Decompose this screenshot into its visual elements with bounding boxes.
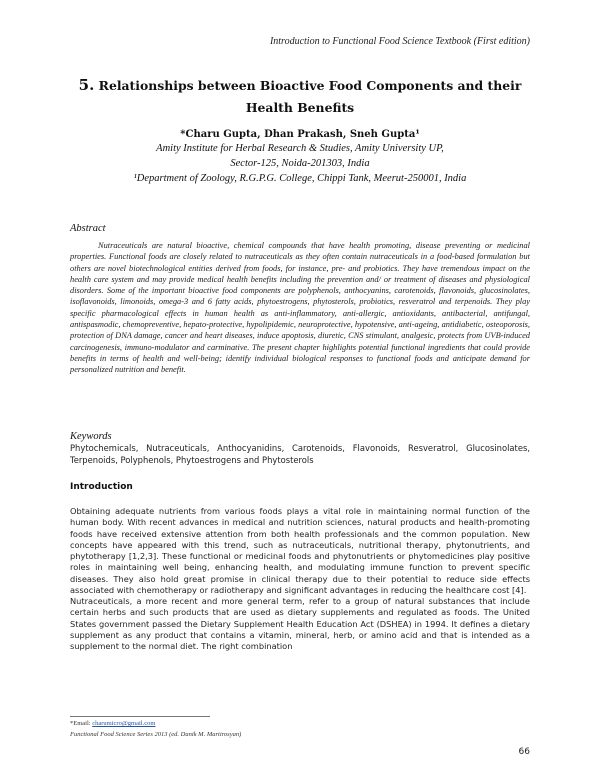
email-link[interactable]: charumicro@gmail.com: [92, 720, 156, 727]
abstract-heading: Abstract: [70, 223, 106, 234]
title-line-2: Health Benefits: [245, 100, 355, 115]
introduction-paragraph-1: Obtaining adequate nutrients from various foods plays a vital role in maintaining normal function of the human body. With recent advances in medical and nutrition sciences, natural products and health-promoting foods have received extensive attention from both health professionals and the common population. New concepts have appeared with this trend, such as nutraceuticals, nutritional therapy, phytonutrients, and phytotherapy [1,2,3]. These functional or medicinal foods and phytonutrients or phytomedicines play positive roles in maintaining well being, enhancing health, and modulating immune function to prevent specific diseases. They also hold great promise in clinical therapy due to their potential to reduce side effects associated with chemotherapy or radiotherapy and significant advantages in reducing the healthcare cost [4].: [70, 506, 530, 595]
keywords-heading: Keywords: [70, 431, 112, 442]
email-label: *Email:: [70, 720, 91, 727]
abstract-text: Nutraceuticals are natural bioactive, chemical compounds that have health promoting, disease preventing or medicinal properties. Functional foods are closely related to nutraceuticals as they often contain nutraceuticals in a food-based formulation but others are novel biotechnological entities derived from foods, for instance, pre- and probiotics. They have tremendous impact on the health care system and may provide medical health benefits including the prevention and/ or treatment of diseases and physiological disorders. Some of the important bioactive food components are polyphenols, anthocyanins, carotenoids, flavonoids, glucosinolates, isoflavonoids, limonoids, omega-3 and 6 fatty acids, phytoestrogens, phytosterols, probiotics, resveratrol and terpenoids. They play specific pharmacological effects in human health as anti-inflammatory, anti-allergic, antioxidants, antibacterial, antifungal, antispasmodic, chemopreventive, hepato-protective, hypolipidemic, neuroprotective, hypotensive, anti-ageing, antidiabetic, osteoporosis, protection of DNA damage, cancer and heart diseases, induce apoptosis, diuretic, CNS stimulant, analgesic, protects from UVB-induced carcinogenesis, immuno-modulator and carminative. The present chapter highlights potential functional ingredients that could provide benefits in terms of health and well-being; identify individual biological responses to functional foods and anticipate demand for personalized nutrition and benefit.: [70, 241, 530, 375]
title-line-1: Relationships between Bioactive Food Components and their: [98, 78, 522, 93]
footnote-email: [70, 720, 155, 727]
chapter-title: [70, 74, 530, 119]
page-number: 66: [518, 747, 530, 757]
affiliation-line-3: ¹Department of Zoology, R.G.P.G. College, Chippi Tank, Meerut-250001, India: [133, 173, 467, 184]
footnote-divider: [70, 716, 210, 717]
introduction-body: [70, 506, 530, 652]
introduction-paragraph-2: Nutraceuticals, a more recent and more general term, refer to a group of natural substances that include certain herbs and such products that are used as dietary supplements and regulated as foods. The United States government passed the Dietary Supplement Health Education Act (DSHEA) in 1994. It defines a dietary supplement as any product that contains a vitamin, mineral, herb, or amino acid and that is intended as a supplement to the normal diet. The right combination: [70, 596, 530, 651]
chapter-number: 5.: [78, 76, 95, 94]
affiliation-line-1: Amity Institute for Herbal Research & Studies, Amity University UP,: [156, 143, 444, 154]
affiliation-line-2: Sector-125, Noida-201303, India: [230, 158, 370, 169]
footnote-series: Functional Food Science Series 2013 (ed. Danik M. Martirosyan): [70, 731, 242, 738]
introduction-heading: Introduction: [70, 482, 133, 492]
authors: *Charu Gupta, Dhan Prakash, Sneh Gupta¹: [180, 129, 420, 140]
keywords-text: Phytochemicals, Nutraceuticals, Anthocyanidins, Carotenoids, Flavonoids, Resveratrol, Glucosinolates, Terpenoids, Polyphenols, Phytoestrogens and Phytosterols: [70, 443, 530, 465]
running-header: Introduction to Functional Food Science Textbook (First edition): [269, 36, 530, 47]
